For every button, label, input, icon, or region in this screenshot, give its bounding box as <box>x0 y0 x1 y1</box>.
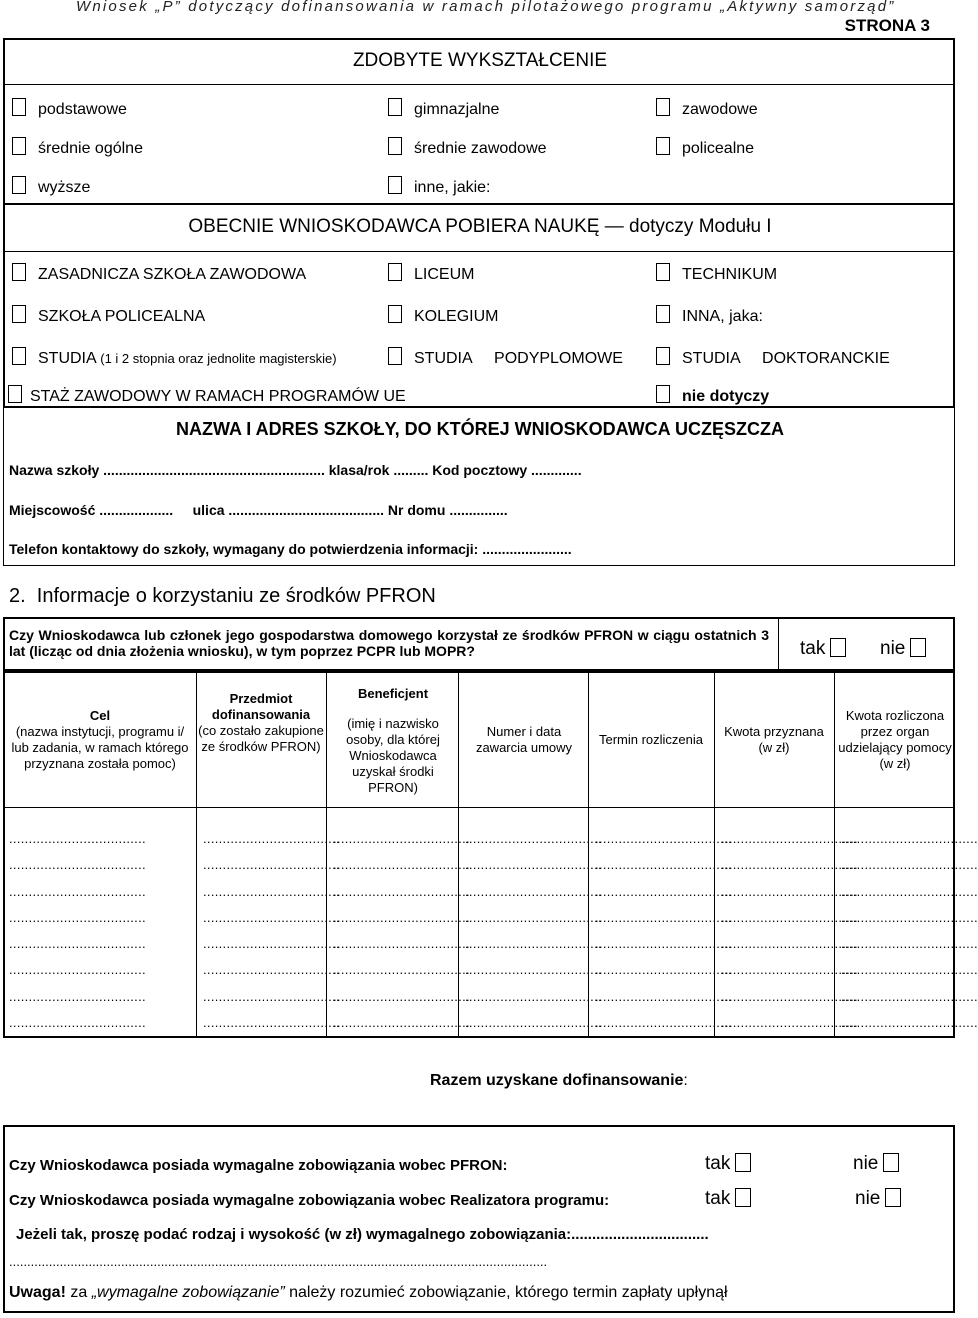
checkbox[interactable] <box>656 305 670 323</box>
checkbox[interactable] <box>12 263 26 281</box>
col-header-text: Kwota rozliczona przez organ udzielający pomocy (w zł) <box>838 708 952 771</box>
option-label: wyższe <box>38 179 91 196</box>
checkbox[interactable] <box>656 347 670 365</box>
checkbox[interactable] <box>12 98 26 116</box>
option-srednie-ogolne[interactable] <box>12 137 143 158</box>
option-zsz[interactable] <box>12 263 306 284</box>
page-number: STRONA 3 <box>844 16 930 35</box>
obligation-details-line[interactable]: Jeżeli tak, proszę podać rodzaj i wysokość (w zł) wymagalnego zobowiązania:................................. <box>16 1226 709 1243</box>
dotted-entry-column[interactable]: ................................... ................................... ................................... ................................... ................................... ................................... ................................... ................................... <box>465 831 602 1031</box>
obligation-realizator-tak[interactable] <box>705 1188 751 1210</box>
option-zawodowe[interactable] <box>656 98 758 119</box>
divider <box>3 251 955 252</box>
uwaga-post: należy rozumieć zobowiązanie, którego termin zapłaty upłynął <box>284 1284 728 1301</box>
option-doktoranckie[interactable] <box>656 347 890 368</box>
pfron-question: Czy Wnioskodawca lub członek jego gospodarstwa domowego korzystał ze środków PFRON w ciągu ostatnich 3 lat (licząc od dnia złożenia wniosku), w tym poprzez PCPR lub MOPR? <box>9 627 769 659</box>
col-header-cel <box>6 695 194 785</box>
checkbox[interactable] <box>388 305 402 323</box>
option-label: policealne <box>682 140 755 157</box>
total-label <box>430 1072 688 1090</box>
tak-label: tak <box>705 1153 731 1174</box>
dotted-entry-column[interactable]: ................................... ................................... ................................... ................................... ................................... ................................... ................................... ................................... <box>333 831 470 1031</box>
col-divider <box>196 671 197 1038</box>
obligation-realizator-question: Czy Wnioskodawca posiada wymagalne zobowiązania wobec Realizatora programu: <box>9 1192 610 1209</box>
total-label-colon: : <box>683 1072 688 1089</box>
obligation-pfron-tak[interactable] <box>705 1153 751 1175</box>
school-street-line[interactable]: Miejscowość ................... ulica ........................................ Nr domu ............... <box>9 502 508 518</box>
option-label: KOLEGIUM <box>414 308 499 325</box>
option-label: INNA, jaka: <box>682 308 763 325</box>
col-header-kwota-przyznana <box>716 710 832 770</box>
pfron-tak[interactable] <box>800 638 846 660</box>
col-header-bold: Beneficjent <box>357 686 429 701</box>
option-label: ZASADNICZA SZKOŁA ZAWODOWA <box>38 266 307 283</box>
option-label: średnie zawodowe <box>414 140 547 157</box>
col-header-przedmiot <box>198 681 324 765</box>
dotted-entry-column[interactable]: ................................... ................................... ................................... ................................... ................................... ................................... ................................... ................................... <box>9 831 146 1031</box>
checkbox[interactable] <box>12 176 26 194</box>
obligation-pfron-question: Czy Wnioskodawca posiada wymagalne zobowiązania wobec PFRON: <box>9 1157 508 1174</box>
dotted-entry-column[interactable]: ................................... ................................... ................................... ................................... ................................... ................................... ................................... ................................... <box>595 831 732 1031</box>
col-header-beneficjent <box>330 681 456 801</box>
checkbox[interactable] <box>656 137 670 155</box>
option-nie-dotyczy[interactable] <box>656 385 769 406</box>
option-policealne[interactable] <box>656 137 754 158</box>
option-wyzsze[interactable] <box>12 176 90 197</box>
uwaga-italic: „wymagalne zobowiązanie” <box>91 1284 285 1301</box>
checkbox[interactable] <box>388 263 402 281</box>
option-gimnazjalne[interactable] <box>388 98 499 119</box>
option-policealna[interactable] <box>12 305 205 326</box>
col-header-bold: Przedmiot dofinansowania <box>211 691 311 722</box>
border <box>3 565 955 566</box>
option-kolegium[interactable] <box>388 305 498 326</box>
school-phone-line[interactable]: Telefon kontaktowy do szkoły, wymagany do potwierdzenia informacji: ....................... <box>9 541 572 557</box>
col-header-numer <box>462 710 586 770</box>
col-divider <box>834 671 835 1038</box>
option-inna[interactable] <box>656 305 763 326</box>
education-title: ZDOBYTE WYKSZTAŁCENIE <box>352 50 608 71</box>
divider <box>778 617 779 671</box>
col-header-text: (co zostało zakupione ze środków PFRON) <box>198 723 324 754</box>
nie-label: nie <box>855 1188 881 1209</box>
checkbox[interactable] <box>388 98 402 116</box>
col-divider <box>458 671 459 1038</box>
col-header-text: (nazwa instytucji, programu i/ lub zadania, w ramach którego przyznana została pomoc) <box>11 724 189 771</box>
current-school-title: OBECNIE WNIOSKODAWCA POBIERA NAUKĘ — dotyczy Modułu I <box>188 216 772 237</box>
option-inne[interactable] <box>388 176 491 197</box>
option-studia[interactable] <box>12 347 337 368</box>
checkbox[interactable] <box>12 137 26 155</box>
option-label: nie dotyczy <box>682 388 770 405</box>
nie-label: nie <box>853 1153 879 1174</box>
school-address-title: NAZWA I ADRES SZKOŁY, DO KTÓREJ WNIOSKODAWCA UCZĘSZCZA <box>175 419 784 439</box>
running-header: Wniosek „P” dotyczący dofinansowania w ramach pilotażowego programu „Aktywny samorząd” <box>76 0 896 15</box>
option-label: średnie ogólne <box>38 140 143 157</box>
checkbox[interactable] <box>910 638 926 657</box>
col-header-text: Kwota przyznana (w zł) <box>724 724 824 755</box>
option-label: inne, jakie: <box>414 179 491 196</box>
col-header-termin <box>590 710 712 770</box>
total-label-bold: Razem uzyskane dofinansowanie <box>430 1072 684 1089</box>
checkbox[interactable] <box>8 385 22 403</box>
table-bottom <box>3 1037 955 1038</box>
dotted-entry-column[interactable]: ................................... ................................... ................................... ................................... ................................... ................................... ................................... ................................... <box>721 831 858 1031</box>
uwaga-bold: Uwaga! <box>9 1284 66 1301</box>
header-divider <box>3 807 955 808</box>
checkbox[interactable] <box>388 347 402 365</box>
option-srednie-zawodowe[interactable] <box>388 137 547 158</box>
dotted-entry-column[interactable]: ................................... ................................... ................................... ................................... ................................... ................................... ................................... ................................... <box>203 831 340 1031</box>
checkbox[interactable] <box>656 98 670 116</box>
col-divider <box>326 671 327 1038</box>
checkbox[interactable] <box>12 305 26 323</box>
col-header-kwota-rozliczona <box>838 690 952 790</box>
option-label: STAŻ ZAWODOWY W RAMACH PROGRAMÓW UE <box>30 388 406 405</box>
checkbox[interactable] <box>830 638 846 657</box>
uwaga-pre: za <box>65 1284 92 1301</box>
option-label: TECHNIKUM <box>682 266 778 283</box>
col-header-text: Termin rozliczenia <box>598 732 704 747</box>
divider <box>3 84 955 85</box>
checkbox[interactable] <box>656 263 670 281</box>
checkbox[interactable] <box>388 137 402 155</box>
option-label: SZKOŁA POLICEALNA <box>38 308 206 325</box>
dotted-entry-column[interactable]: ................................... ................................... ................................... ................................... ................................... ................................... ................................... ................................... <box>841 831 978 1031</box>
checkbox[interactable] <box>388 176 402 194</box>
option-note: (1 i 2 stopnia oraz jednolite magisterskie) <box>100 351 337 366</box>
checkbox[interactable] <box>12 347 26 365</box>
option-label: zawodowe <box>682 101 758 118</box>
tak-label: tak <box>705 1188 731 1209</box>
pfron-nie[interactable] <box>880 638 926 660</box>
nie-label: nie <box>880 638 906 659</box>
checkbox[interactable] <box>885 1188 901 1207</box>
option-label: STUDIA PODYPLOMOWE <box>414 350 623 367</box>
obligation-pfron-nie[interactable] <box>853 1153 899 1175</box>
option-label: LICEUM <box>414 266 475 283</box>
checkbox[interactable] <box>883 1153 899 1172</box>
col-header-text: (imię i nazwisko osoby, dla której Wnioskodawca uzyskał środki PFRON) <box>346 716 440 795</box>
checkbox[interactable] <box>656 385 670 403</box>
option-label: podstawowe <box>38 101 127 118</box>
option-podyplomowe[interactable] <box>388 347 623 368</box>
col-divider <box>714 671 715 1038</box>
obligation-details-continuation[interactable]: ..................................................................................................................................................... <box>9 1254 548 1269</box>
obligation-realizator-nie[interactable] <box>855 1188 901 1210</box>
section2-title: 2. Informacje o korzystaniu ze środków PFRON <box>9 585 436 607</box>
checkbox[interactable] <box>735 1188 751 1207</box>
school-name-line[interactable]: Nazwa szkoły ......................................................... klasa/rok ......... Kod pocztowy ............. <box>9 462 582 478</box>
option-liceum[interactable] <box>388 263 474 284</box>
col-header-text: Numer i data zawarcia umowy <box>475 724 573 755</box>
option-label: STUDIA DOKTORANCKIE <box>682 350 890 367</box>
checkbox[interactable] <box>735 1153 751 1172</box>
col-divider <box>588 671 589 1038</box>
option-podstawowe[interactable] <box>12 98 127 119</box>
col-header-bold: Cel <box>89 708 111 723</box>
uwaga-note <box>9 1284 728 1302</box>
tak-label: tak <box>800 638 826 659</box>
option-technikum[interactable] <box>656 263 777 284</box>
option-label: gimnazjalne <box>414 101 500 118</box>
option-staz[interactable] <box>8 385 406 406</box>
option-label: STUDIA <box>38 350 96 367</box>
